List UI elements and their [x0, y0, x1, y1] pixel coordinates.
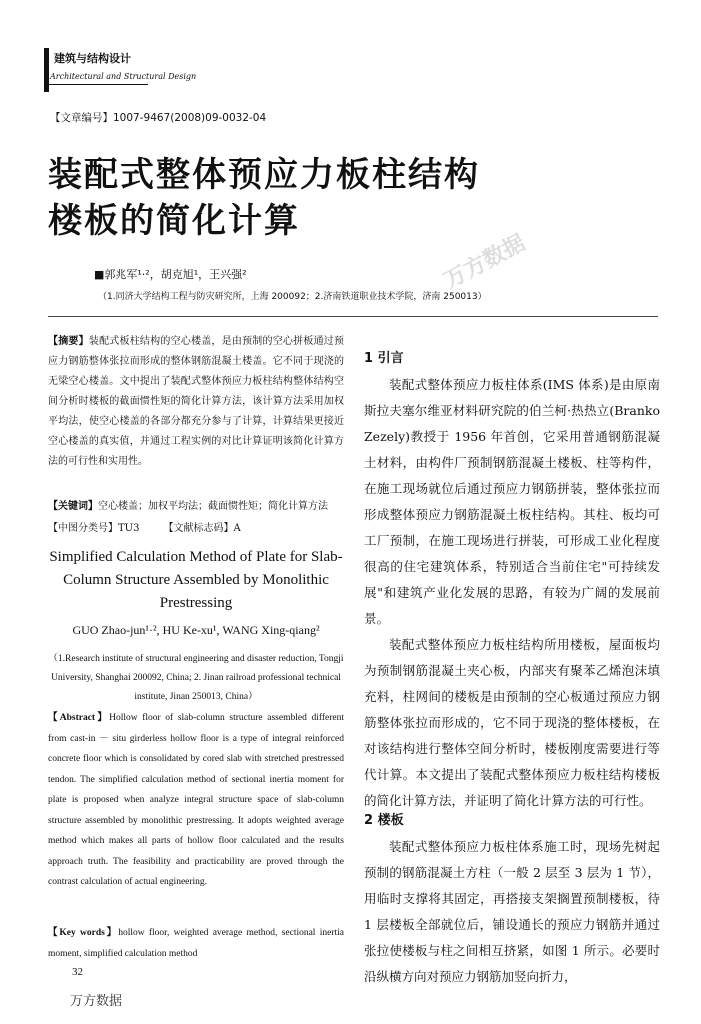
section-divider — [48, 316, 658, 317]
journal-name-cn: 建筑与结构设计 — [54, 52, 131, 65]
page-number: 32 — [72, 966, 83, 978]
abstract-cn-text: 装配式板柱结构的空心楼盖，是由预制的空心拼板通过预应力钢筋整体张拉而形成的整体钢筋混凝土楼盖。它不同于现浇的无梁空心楼盖。文中提出了装配式整体预应力板柱结构整体结构空间分析时楼板的截面惯性矩的简化计算方法，该计算方法采用加权平均法，使空心楼盖的各部分都充分参与了计算，计算结果更接近空心楼盖的真实值，并通过工程实例的对比计算证明该简化计算方法的可行性和实用性。 — [48, 336, 345, 467]
footer-source: 万方数据 — [70, 994, 123, 1009]
title-en: Simplified Calculation Method of Plate for Slab-Column Structure Assembled by Monolithic Prestressing — [49, 549, 343, 611]
header-bar — [44, 48, 49, 92]
journal-name-en: Architectural and Structural Design — [50, 72, 197, 81]
affiliation-cn: （1.同济大学结构工程与防灾研究所，上海 200092；2.济南铁道职业技术学院，济南 250013） — [98, 292, 487, 302]
keywords-cn-label: 【关键词】 — [48, 501, 98, 512]
title-line-2: 楼板的简化计算 — [48, 201, 300, 241]
keywords-cn — [48, 497, 344, 517]
keywords-en-label: 【Key words】 — [48, 928, 119, 938]
doc-code: 【文献标志码】A — [163, 523, 241, 534]
watermark: 万方数据 — [440, 230, 530, 294]
abstract-en-label: 【Abstract】 — [48, 713, 110, 723]
article-number: 【文章编号】1007-9467(2008)09-0032-04 — [50, 112, 267, 124]
section-1 — [364, 346, 660, 814]
affiliation-en: （1.Research institute of structural engineering and disaster reduction, Tongji University, Shanghai 200092, China; 2. Jinan railroad professional technical institute, Jinan 250013, China） — [48, 654, 344, 702]
section-1-heading: 1 引言 — [364, 351, 404, 366]
clc-number: 【中图分类号】TU3 — [48, 523, 140, 534]
abstract-en — [48, 708, 344, 893]
paper-title — [48, 152, 480, 244]
section-1-paragraph-2: 装配式整体预应力板柱结构所用楼板，屋面板均为预制钢筋混凝土夹心板，内部夹有聚苯乙烯泡沫填充料，柱网间的楼板是由预制的空心板通过预应力钢筋整体张拉而形成的，它不同于现浇的整体楼板，在对该结构进行整体空间分析时，楼板刚度需要进行等代计算。本文提出了装配式整体预应力板柱结构楼板的简化计算方法，并证明了简化计算方法的可行性。 — [364, 637, 660, 808]
section-2 — [364, 808, 660, 990]
abstract-cn-label: 【摘要】 — [48, 336, 89, 347]
keywords-en — [48, 923, 344, 964]
abstract-cn — [48, 332, 344, 472]
section-1-paragraph-1: 装配式整体预应力板柱体系(IMS 体系)是由原南斯拉夫塞尔维亚材料研究院的伯兰柯·热热立(Branko Zezely)教授于 1956 年首创，它采用普通钢筋混凝土材料，由构件厂预制钢筋混凝土楼板、柱等构件，在施工现场就位后通过预应力钢筋拼装，整体张拉而形成整体预应力钢筋混凝土板柱结构。其柱、板均可工厂预制，在施工现场进行拼装，可形成工业化程度很高的住宅建筑体系，特别适合当前住宅"可持续发展"和建筑产业化发展的思路，有较为广阔的发展前景。 — [364, 377, 660, 626]
section-2-heading: 2 楼板 — [364, 813, 404, 828]
section-2-paragraph-1: 装配式整体预应力板柱体系施工时，现场先树起预制的钢筋混凝土方柱（一般 2 层至 3 层为 1 节），用临时支撑将其固定，再搭接支架搁置预制楼板，待 1 层楼板全部就位后，铺设通长的预应力钢筋并通过张拉使楼板与柱之间相互挤紧，如图 1 所示。必要时沿纵横方向对预应力钢筋加竖向折力， — [364, 839, 660, 984]
classification — [48, 519, 344, 539]
header-divider — [48, 84, 148, 85]
abstract-en-text: Hollow floor of slab-column structure assembled different from cast-in － situ girderless hollow floor is a type of integral reinforced concrete floor which is consolidated by cored slab with stretched prestressed tendon. The simplified calculation method of sectional inertia moment for plate is proposed when analyze integral structure space of slab-column structure assembled by monolithic prestressing. It adopts weighted average method which makes all parts of hollow floor calculated and the results approach truth. The feasibility and practicability are proved through the contrast calculation of actual engineering. — [48, 713, 344, 887]
title-line-1: 装配式整体预应力板柱结构 — [48, 155, 480, 195]
authors-en: GUO Zhao-jun¹·², HU Ke-xu¹, WANG Xing-qiang² — [72, 623, 320, 637]
authors-cn: ■郭兆军¹·²，胡克旭¹，王兴强² — [94, 268, 247, 281]
keywords-en-text: hollow floor, weighted average method, sectional inertia moment, simplified calculation method — [48, 928, 344, 959]
keywords-cn-text: 空心楼盖；加权平均法；截面惯性矩；简化计算方法 — [98, 501, 328, 512]
